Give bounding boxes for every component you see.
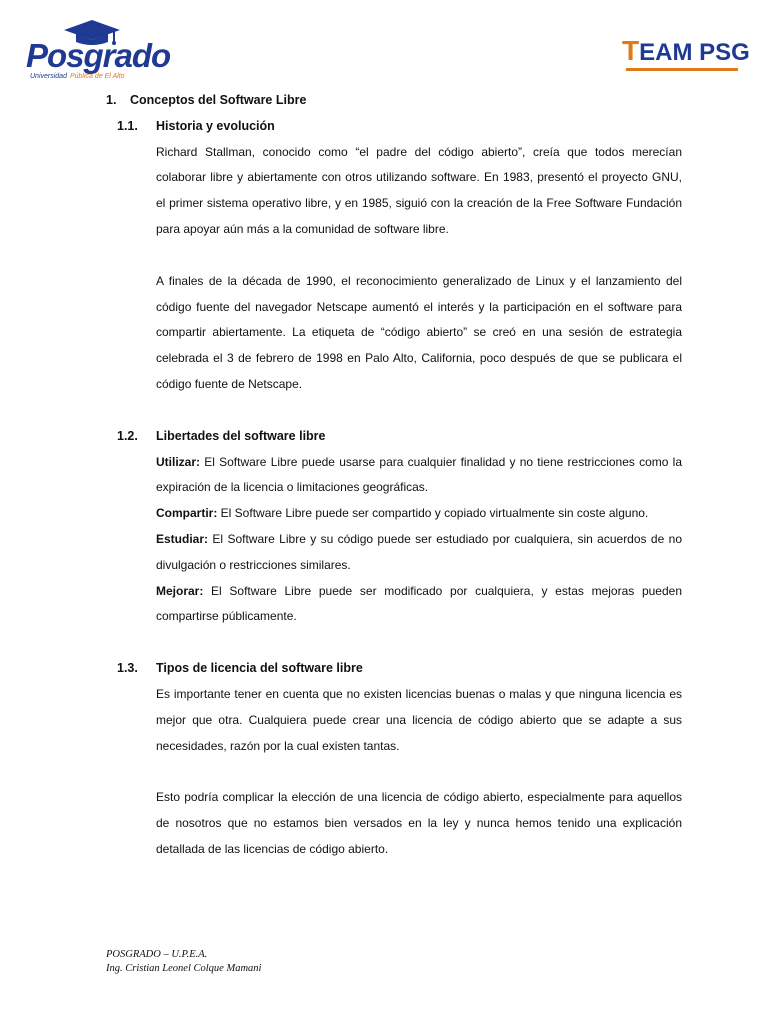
- heading-number: 1.1.: [117, 118, 138, 133]
- heading-title: Libertades del software libre: [156, 428, 326, 443]
- heading-number: 1.2.: [117, 428, 138, 443]
- heading-section-1: [106, 88, 682, 114]
- heading-number: 1.: [106, 93, 117, 107]
- heading-title: Tipos de licencia del software libre: [156, 661, 363, 676]
- page-header: [0, 0, 768, 92]
- posgrado-logo: [26, 18, 176, 84]
- heading-section-1-1: [106, 114, 682, 140]
- page-footer: [106, 948, 506, 976]
- freedom-text: El Software Libre y su código puede ser estudiado por cualquiera, sin acuerdos de no divulgación o restricciones similares.: [156, 531, 682, 572]
- freedom-item-mejorar: [106, 579, 682, 631]
- team-psg-first-letter: T: [622, 35, 640, 66]
- freedom-text: El Software Libre puede usarse para cualquier finalidad y no tiene restricciones como la expiración de la licencia o limitaciones geográficas.: [156, 454, 682, 495]
- footer-author: Ing. Cristian Leonel Colque Mamani: [106, 963, 262, 974]
- university-subtitle-b: Pública de El Alto: [69, 73, 125, 80]
- freedom-term: Estudiar:: [156, 531, 209, 546]
- freedom-text: El Software Libre puede ser modificado por cualquiera, y estas mejoras pueden compartirse públicamente.: [156, 583, 682, 624]
- heading-title: Historia y evolución: [156, 118, 275, 133]
- university-subtitle: [30, 73, 180, 80]
- heading-number: 1.3.: [117, 661, 138, 676]
- team-psg-rest: EAM PSG: [639, 39, 750, 66]
- heading-section-1-3: [106, 656, 682, 682]
- heading-title: Conceptos del Software Libre: [130, 93, 307, 107]
- team-psg-underline: [626, 68, 738, 71]
- heading-section-1-2: [106, 424, 682, 450]
- freedom-text: El Software Libre puede ser compartido y copiado virtualmente sin coste alguno.: [217, 506, 649, 521]
- team-psg-logo: [622, 35, 750, 72]
- university-subtitle-a: Universidad: [30, 73, 67, 80]
- paragraph-historia-2: A finales de la década de 1990, el reconocimiento generalizado de Linux y el lanzamiento del código fuente del navegador Netscape aumentó el interés y la participación en el software para compartir abiertamente. La etiqueta de “código abierto” se creó en una sesión de estrategia celebrada el 3 de febrero de 1998 en Palo Alto, California, poco después de que se publicara el código fuente de Netscape.: [156, 273, 682, 391]
- team-psg-wordmark: [622, 36, 750, 68]
- freedom-item-utilizar: [106, 450, 682, 502]
- paragraph-licencias-1: Es importante tener en cuenta que no existen licencias buenas o malas y que ninguna licencia es mejor que otra. Cualquiera puede crear una licencia de código abierto que se adapte a sus necesidades, razón por la cual existen tantas.: [156, 686, 682, 753]
- freedom-term: Mejorar:: [156, 583, 204, 598]
- freedom-term: Compartir:: [156, 506, 218, 521]
- freedom-item-estudiar: [106, 527, 682, 579]
- document-body: [106, 88, 682, 863]
- paragraph-licencias-2: Esto podría complicar la elección de una licencia de código abierto, especialmente para aquellos de nosotros que no estamos bien versados en la ley y nunca hemos tenido una explicación detallada de las licencias de código abierto.: [156, 790, 682, 856]
- freedom-item-compartir: [106, 501, 682, 527]
- paragraph-historia-1: Richard Stallman, conocido como “el padre del código abierto”, creía que todos merecían colaborar libre y abiertamente con otros utilizando software. En 1983, presentó el proyecto GNU, el primer sistema operativo libre, y en 1985, siguió con la creación de la Free Software Fundación para apoyar aún más a la comunidad de software libre.: [156, 144, 682, 236]
- freedom-term: Utilizar:: [156, 454, 201, 469]
- posgrado-wordmark: Posgrado: [26, 37, 171, 74]
- footer-institution: POSGRADO – U.P.E.A.: [106, 949, 208, 960]
